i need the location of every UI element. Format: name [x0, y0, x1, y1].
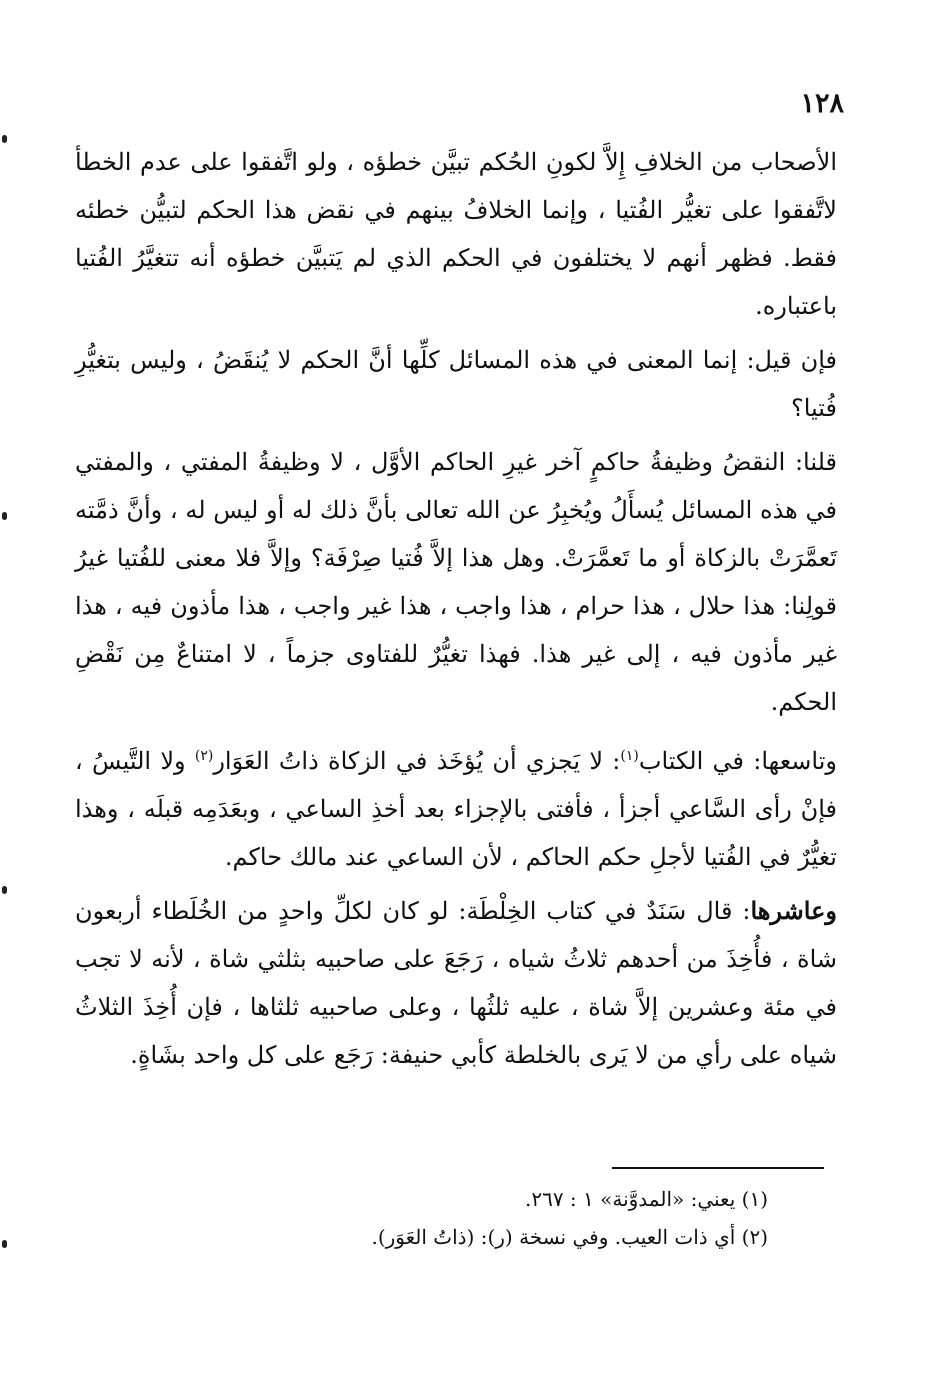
paragraph-4-part-c: ولا التَّيسُ ، فإنْ رأى السَّاعي أجزأ ، فأفتى بالإجزاء بعد أخذِ الساعي ، وبعَدَمِه قبلَه ، وهذا تغيُّرٌ في الفُتيا لأجلِ حكم الحاكم ، لأن الساعي عند مالك حاكم. — [75, 747, 837, 871]
paragraph-2: فإن قيل: إنما المعنى في هذه المسائل كلِّها أنَّ الحكم لا يُنقَضُ ، وليس بتغيُّرِ فُتيا؟ — [75, 346, 837, 422]
footnote-1: (١) يعني: «المدوَّنة» ١ : ٢٦٧. — [524, 1187, 768, 1211]
paragraph-5-heading: وعاشرها — [750, 896, 837, 925]
margin-mark — [2, 135, 7, 143]
paragraph-4-part-a: وتاسعها: في الكتاب — [638, 747, 837, 775]
paragraph-5-text: : قال سَنَدٌ في كتاب الخِلْطَة: لو كان لكلِّ واحدٍ من الخُلَطاء أربعون شاة ، فأُخِذَ من أحدهم ثلاثُ شياه ، رَجَعَ على صاحبيه بثلثي شاة ، لأنه لا تجب في مئة وعشرين إلاَّ شاة ، عليه ثلثُها ، وعلى صاحبيه ثلثاها ، فإن أُخِذَ الثلاثُ شياه على رأي من لا يَرى بالخلطة كأبي حنيفة: رَجَع على كل واحد بشَاةٍ. — [75, 897, 837, 1069]
footnote-separator — [612, 1167, 824, 1169]
paragraph-1: الأصحاب من الخلافِ إِلاَّ لكونِ الحُكم تبيَّن خطؤه ، ولو اتَّفقوا على عدم الخطأ لاتَّفقوا على تغيُّر الفُتيا ، وإنما الخلافُ بينهم في نقض هذا الحكم لتبيُّن خطئه فقط. فظهر أنهم لا يختلفون في الحكم الذي لم يَتبيَّن خطؤه أنه تتغيَّرُ الفُتيا باعتباره. — [75, 148, 837, 320]
footnote-ref-2[interactable]: (٢) — [194, 748, 214, 764]
margin-mark — [2, 512, 7, 520]
paragraph-5 — [75, 887, 837, 1079]
margin-mark — [2, 886, 7, 894]
footnote-ref-1[interactable]: (١) — [620, 748, 639, 764]
page-number: ١٢٨ — [800, 88, 844, 119]
paragraph-4 — [75, 732, 837, 881]
main-text — [75, 138, 837, 1085]
margin-mark — [2, 1240, 7, 1248]
footnote-2: (٢) أي ذات العيب. وفي نسخة (ر): (ذاتُ العَوَر). — [371, 1225, 768, 1249]
paragraph-3: قلنا: النقضُ وظيفةُ حاكمٍ آخر غيرِ الحاكم الأوَّل ، لا وظيفةُ المفتي ، والمفتي في هذه المسائل يُسأَلُ ويُخبِرُ عن الله تعالى بأنَّ ذلك له أو ليس له ، وأنَّ ذمَّته تَعمَّرَتْ بالزكاة أو ما تَعمَّرَتْ. وهل هذا إلاَّ فُتيا صِرْفَة؟ وإلاَّ فلا معنى للفُتيا غيرُ قولِنا: هذا حلال ، هذا حرام ، هذا واجب ، هذا غير واجب ، هذا مأذون فيه ، هذا غير مأذون فيه ، إلى غير هذا. فهذا تغيُّرٌ للفتاوى جزماً ، لا امتناعٌ مِن نَقْضِ الحكم. — [75, 448, 837, 716]
paragraph-4-part-b: : لا يَجزي أن يُؤخَذ في الزكاة ذاتُ العَوَار — [213, 747, 621, 775]
footnotes — [168, 1180, 768, 1256]
